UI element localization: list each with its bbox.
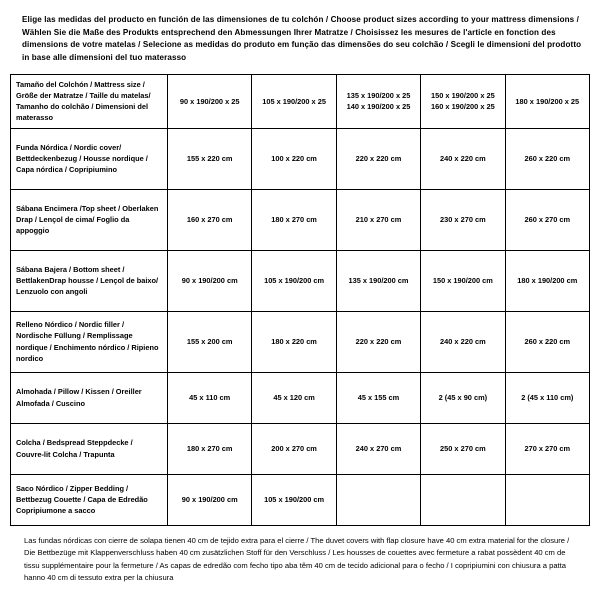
cell-top-sheet-5: 260 x 270 cm <box>505 189 589 250</box>
row-label-pillow: Almohada / Pillow / Kissen / Oreiller Almofada / Cuscino <box>11 372 168 423</box>
header-col-3-line-1: 135 x 190/200 x 25 <box>346 91 411 101</box>
cell-zipper-bedding-4 <box>421 474 505 525</box>
cell-nordic-filler-5: 260 x 220 cm <box>505 311 589 372</box>
row-label-nordic-filler: Relleno Nórdico / Nordic filler / Nordische Füllung / Remplissage nordique / Enchimento nórdico / Ripieno nordico <box>11 311 168 372</box>
header-col-3 <box>336 75 420 128</box>
table-row <box>11 128 590 189</box>
footnote-text: Las fundas nórdicas con cierre de solapa tienen 40 cm de tejido extra para el cierre / The duvet covers with flap closure have 40 cm extra material for the closure / Die Bettbezüge mit Klappenverschluss haben 40 cm zusätzlichen Stoff für den Verschluss / Les housses de couettes avec fermeture a rabat possèdent 40 cm de tissu supplémentaire pour la fermeture / As capas de edredão com fecho tipo aba têm 40 cm de tecido adicional para o fecho / I copripiumini con chiusura a patta hanno 40 cm di tessuto extra per la chiusura <box>24 535 570 583</box>
row-label-zipper-bedding: Saco Nórdico / Zipper Bedding / Bettbezug Couette / Capa de Edredão Copripiumone a sacco <box>11 474 168 525</box>
cell-duvet-cover-5: 260 x 220 cm <box>505 128 589 189</box>
row-label-bottom-sheet: Sábana Bajera / Bottom sheet / BettlakenDrap housse / Lençol de baixo/ Lenzuolo con angoli <box>11 250 168 311</box>
cell-zipper-bedding-5 <box>505 474 589 525</box>
cell-bedspread-1: 180 x 270 cm <box>168 423 252 474</box>
cell-nordic-filler-3: 220 x 220 cm <box>336 311 420 372</box>
header-col-5 <box>505 75 589 128</box>
cell-nordic-filler-1: 155 x 200 cm <box>168 311 252 372</box>
cell-top-sheet-2: 180 x 270 cm <box>252 189 336 250</box>
header-label-cell: Tamaño del Colchón / Mattress size / Größe der Matratze / Taille du matelas/ Tamanho do colchão / Dimensioni del materasso <box>11 75 168 128</box>
cell-zipper-bedding-1: 90 x 190/200 cm <box>168 474 252 525</box>
table-row <box>11 423 590 474</box>
table-row <box>11 372 590 423</box>
row-label-top-sheet: Sábana Encimera /Top sheet / Oberlaken Drap / Lençol de cima/ Foglio da appoggio <box>11 189 168 250</box>
cell-nordic-filler-4: 240 x 220 cm <box>421 311 505 372</box>
cell-zipper-bedding-2: 105 x 190/200 cm <box>252 474 336 525</box>
table-row <box>11 474 590 525</box>
header-col-3-line-2: 140 x 190/200 x 25 <box>346 102 411 112</box>
row-label-duvet-cover: Funda Nórdica / Nordic cover/ Bettdeckenbezug / Housse nordique / Capa nórdica / Copripiumino <box>11 128 168 189</box>
cell-pillow-1: 45 x 110 cm <box>168 372 252 423</box>
cell-bedspread-3: 240 x 270 cm <box>336 423 420 474</box>
cell-duvet-cover-4: 240 x 220 cm <box>421 128 505 189</box>
intro-text: Elige las medidas del producto en función de las dimensiones de tu colchón / Choose product sizes according to your mattress dimensions / Wählen Sie die Maße des Produkts entsprechend den Abmessungen Ihrer Matratze / Choisissez les mesures de l'article en fonction des dimensions de votre matelas / Selecione as medidas do produto em função das dimensões do seu colchão / Scegli le dimensioni del prodotto in base alle dimensioni del tuo materasso <box>22 15 582 62</box>
cell-bottom-sheet-1: 90 x 190/200 cm <box>168 250 252 311</box>
cell-pillow-5: 2 (45 x 110 cm) <box>505 372 589 423</box>
cell-duvet-cover-2: 100 x 220 cm <box>252 128 336 189</box>
cell-bedspread-5: 270 x 270 cm <box>505 423 589 474</box>
header-col-1 <box>168 75 252 128</box>
header-col-1-line-1: 90 x 190/200 x 25 <box>179 96 240 106</box>
cell-bottom-sheet-2: 105 x 190/200 cm <box>252 250 336 311</box>
cell-pillow-3: 45 x 155 cm <box>336 372 420 423</box>
cell-pillow-4: 2 (45 x 90 cm) <box>421 372 505 423</box>
mattress-size-table <box>10 74 590 525</box>
row-label-bedspread: Colcha / Bedspread Steppdecke / Couvre-lit Colcha / Trapunta <box>11 423 168 474</box>
header-col-4-line-2: 160 x 190/200 x 25 <box>431 102 495 112</box>
cell-bottom-sheet-4: 150 x 190/200 cm <box>421 250 505 311</box>
cell-pillow-2: 45 x 120 cm <box>252 372 336 423</box>
cell-bottom-sheet-3: 135 x 190/200 cm <box>336 250 420 311</box>
cell-nordic-filler-2: 180 x 220 cm <box>252 311 336 372</box>
cell-top-sheet-3: 210 x 270 cm <box>336 189 420 250</box>
table-row <box>11 311 590 372</box>
cell-zipper-bedding-3 <box>336 474 420 525</box>
cell-top-sheet-1: 160 x 270 cm <box>168 189 252 250</box>
cell-top-sheet-4: 230 x 270 cm <box>421 189 505 250</box>
header-col-4-line-1: 150 x 190/200 x 25 <box>431 91 495 101</box>
cell-duvet-cover-3: 220 x 220 cm <box>336 128 420 189</box>
cell-duvet-cover-1: 155 x 220 cm <box>168 128 252 189</box>
table-row <box>11 250 590 311</box>
header-col-5-line-1: 180 x 190/200 x 25 <box>515 96 580 106</box>
header-col-2-line-1: 105 x 190/200 x 25 <box>262 96 326 106</box>
header-col-2 <box>252 75 336 128</box>
cell-bedspread-2: 200 x 270 cm <box>252 423 336 474</box>
cell-bedspread-4: 250 x 270 cm <box>421 423 505 474</box>
table-header-row <box>11 75 590 128</box>
cell-bottom-sheet-5: 180 x 190/200 cm <box>505 250 589 311</box>
table-row <box>11 189 590 250</box>
header-col-4 <box>421 75 505 128</box>
